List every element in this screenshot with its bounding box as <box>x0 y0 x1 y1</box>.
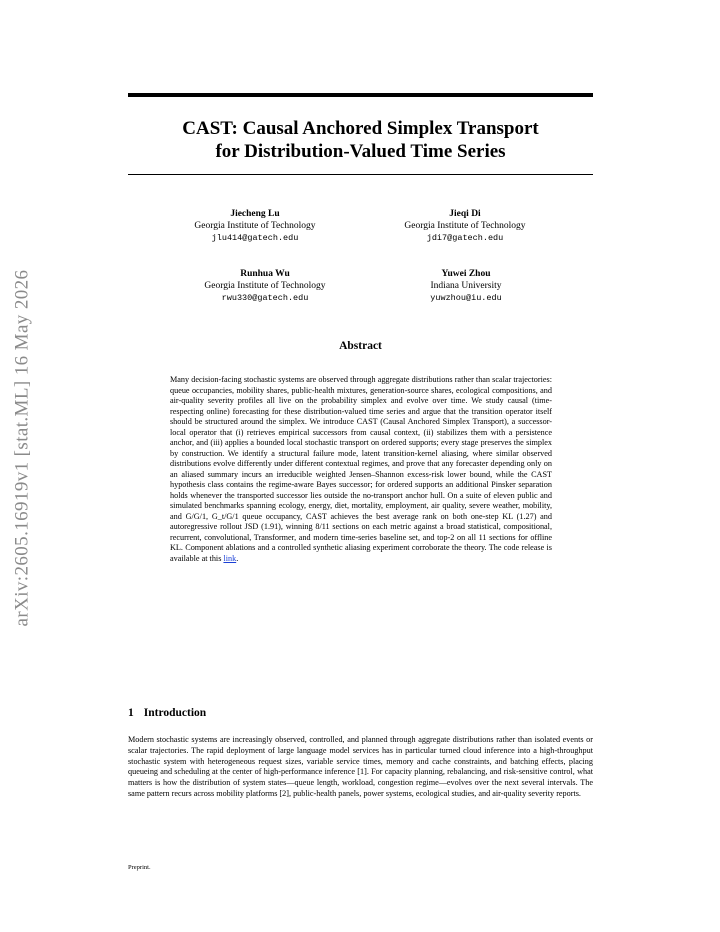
arxiv-identifier-stamp <box>2 245 42 650</box>
author-email[interactable]: rwu330@gatech.edu <box>221 293 309 303</box>
title-top-rule <box>128 93 593 97</box>
author-affiliation: Georgia Institute of Technology <box>404 221 526 231</box>
abstract-paragraph: Many decision-facing stochastic systems are observed through aggregate distributions rather than scalar trajectories: queue occupancies, mobility shares, public-health mixtures, generation-source shares, ecological compositions, and air-quality severity profiles all live on the probability simplex and evolve over time. We study causal (time-respecting online) forecasting for these distribution-valued time series and argue that the transition operator itself should be structured around the simplex. We introduce CAST (Causal Anchored Simplex Transport), a successor-local operator that (i) retrieves empirical successors from causal context, (ii) stabilizes them with a persistence anchor, and (iii) applies a bounded local stochastic transport on ordered supports; every stage preserves the simplex by construction. We identify a structural failure mode, latent transition-kernel aliasing, where similar observed distributions evolve differently under different contextual regimes, and prove that any forecaster depending only on an aliased summary incurs an irreducible weighted Jensen–Shannon excess-risk lower bound, while the CAST hypothesis class contains the regime-aware Bayes successor; for ordered supports an additional Pinsker separation holds whenever the transported successor lies outside the no-transport anchor hull. On a suite of eleven public and simulated benchmarks spanning ecology, energy, diet, mortality, employment, air quality, severe weather, mobility, and G/G/1, G_t/G/1 queue occupancy, CAST achieves the best average rank on both one-step KL (1.27) and autoregressive rollout JSD (1.91), winning 8/11 sections on each metric against a broad statistical, compositional, recurrent, convolutional, Transformer, and modern time-series baseline set, and top-2 on all 11 sections for offline KL. Component ablations and a controlled synthetic aliasing experiment corroborate the theory. The code release is available at this <box>170 375 552 563</box>
author-block <box>165 268 365 304</box>
abstract-text: Many decision-facing stochastic systems are observed through aggregate distributions rather than scalar trajectories: queue occupancies, mobility shares, public-health mixtures, generation-source shares, ecological compositions, and air-quality severity profiles all live on the probability simplex and evolve over time. We study causal (time-respecting online) forecasting for these distribution-valued time series and argue that the transition operator itself should be structured around the simplex. We introduce CAST (Causal Anchored Simplex Transport), a successor-local operator that (i) retrieves empirical successors from causal context, (ii) stabilizes them with a persistence anchor, and (iii) applies a bounded local stochastic transport on ordered supports; every stage preserves the simplex by construction. We identify a structural failure mode, latent transition-kernel aliasing, where similar observed distributions evolve differently under different contextual regimes, and prove that any forecaster depending only on an aliased summary incurs an irreducible weighted Jensen–Shannon excess-risk lower bound, while the CAST hypothesis class contains the regime-aware Bayes successor; for ordered supports an additional Pinsker separation holds whenever the transported successor lies outside the no-transport anchor hull. On a suite of eleven public and simulated benchmarks spanning ecology, energy, diet, mortality, employment, air quality, severe weather, mobility, and G/G/1, G_t/G/1 queue occupancy, CAST achieves the best average rank on both one-step KL (1.27) and autoregressive rollout JSD (1.91), winning 8/11 sections on each metric against a broad statistical, compositional, recurrent, convolutional, Transformer, and modern time-series baseline set, and top-2 on all 11 sections for offline KL. Component ablations and a controlled synthetic aliasing experiment corroborate the theory. The code release is available at this link. <box>170 375 552 563</box>
preprint-footer: Preprint. <box>128 864 151 871</box>
paper-title-line-1: CAST: Causal Anchored Simplex Transport <box>182 118 539 139</box>
author-block <box>365 208 565 244</box>
title-bottom-rule <box>128 174 593 175</box>
author-affiliation: Georgia Institute of Technology <box>194 221 316 231</box>
author-name: Jiecheng Lu <box>230 209 280 219</box>
section-number: 1 <box>128 707 134 719</box>
author-affiliation: Indiana University <box>430 281 502 291</box>
paper-title-line-2: for Distribution-Valued Time Series <box>215 141 506 162</box>
introduction-paragraph: Modern stochastic systems are increasingly observed, controlled, and planned through aggregate distributions rather than isolated events or scalar trajectories. The rapid deployment of large language model services has in particular turned cloud inference into a high-throughput stochastic system with heterogeneous request sizes, variable service times, memory and cache constraints, and batching effects, placing queueing and scheduling at the center of high-performance inference [1]. For capacity planning, rebalancing, and risk-sensitive control, what matters is how the distribution of system states—queue length, workload, congestion regime—evolves over the next several intervals. The same pattern recurs across mobility platforms [2], public-health panels, power systems, ecological studies, and air-quality severity reports. <box>128 735 593 798</box>
author-affiliation: Georgia Institute of Technology <box>204 281 326 291</box>
author-email[interactable]: jlu414@gatech.edu <box>211 233 299 243</box>
author-name: Jieqi Di <box>449 209 481 219</box>
author-block <box>366 268 566 304</box>
author-block <box>155 208 355 244</box>
section-heading <box>128 707 206 719</box>
author-name: Runhua Wu <box>240 269 290 279</box>
code-release-link[interactable]: link <box>223 553 237 563</box>
author-email[interactable]: yuwzhou@iu.edu <box>430 293 502 303</box>
author-name: Yuwei Zhou <box>441 269 491 279</box>
arxiv-identifier-text: arXiv:2605.16919v1 [stat.ML] 16 May 2026 <box>11 269 32 626</box>
paper-title <box>128 117 593 163</box>
abstract-heading: Abstract <box>339 340 382 352</box>
section-title: Introduction <box>143 707 207 719</box>
author-email[interactable]: jdi7@gatech.edu <box>426 233 504 243</box>
